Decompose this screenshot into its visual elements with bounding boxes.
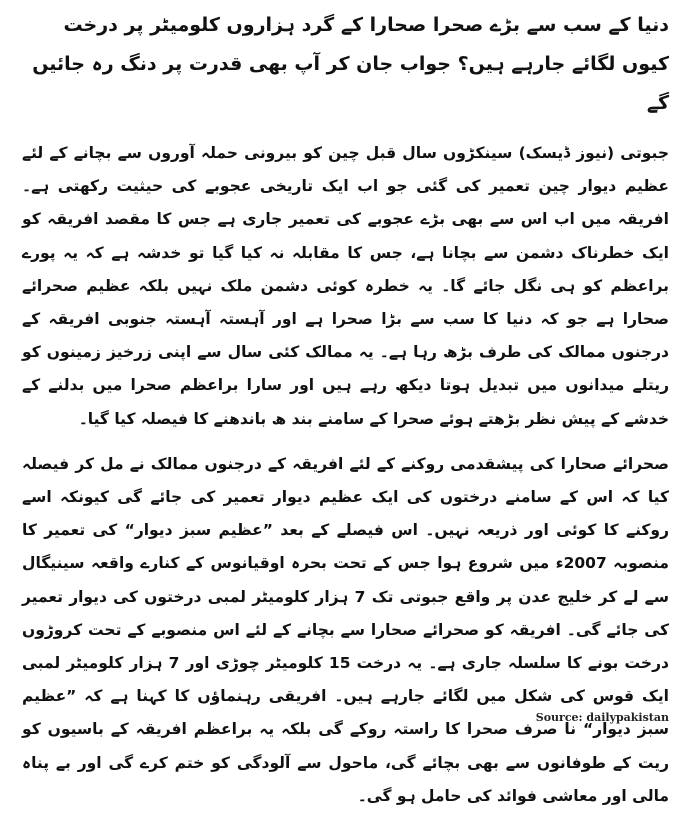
- article-paragraph-2: صحرائے صحارا کی پیشقدمی روکنے کے لئے افریقہ کے درجنوں ممالک نے مل کر فیصلہ کیا کہ اس کے سامنے درختوں کی ایک عظیم دیوار تعمیر کی جائے گی کیونکہ اسے روکنے کا کوئی اور ذریعہ نہیں۔ اس فیصلے کے بعد ”عظیم سبز دیوار“ کی تعمیر کا منصوبہ 2007ء میں شروع ہوا جس کے تحت بحرہ اوقیانوس کے کنارے واقعہ سینیگال سے لے کر خلیج عدن پر واقع جبوتی تک 7 ہزار کلومیٹر لمبی درختوں کی دیوار تعمیر کی جائے گی۔ افریقہ کو صحرائے صحارا سے بچانے کے لئے اس منصوبے کے تحت کروڑوں درخت بونے کا سلسلہ جاری ہے۔ یہ درخت 15 کلومیٹر چوڑی اور 7 ہزار کلومیٹر لمبی ایک قوس کی شکل میں لگائے جارہے ہیں۔ افریقی رہنماؤں کا کہنا ہے کہ ”عظیم سبز دیوار“ نا صرف صحرا کا راستہ روکے گی بلکہ یہ براعظم افریقہ کے باسیوں کو ریت کے طوفانوں سے بھی بچائے گی، ماحول سے آلودگی کو ختم کرے گی اور بے پناہ مالی اور معاشی فوائد کی حامل ہو گی۔: [22, 454, 670, 805]
- article: [22, 6, 670, 805]
- article-paragraph-1: جبوتی (نیوز ڈیسک) سینکڑوں سال قبل چین کو بیرونی حملہ آوروں سے بچانے کے لئے عظیم دیوار چین تعمیر کی گئی جو اب ایک تاریخی عجوبے کی حیثیت رکھتی ہے۔ افریقہ میں اب اس سے بھی بڑے عجوبے کی تعمیر جاری ہے جس کا مقصد افریقہ کو ایک خطرناک دشمن سے بچانا ہے، جس کا مقابلہ نہ کیا گیا تو خدشہ ہے کہ یہ پورے براعظم کو ہی نگل جائے گا۔ یہ خطرہ کوئی دشمن ملک نہیں بلکہ عظیم صحرائے صحارا ہے جو کہ دنیا کا سب سے بڑا صحرا ہے اور آہستہ آہستہ جنوبی افریقہ کے درجنوں ممالک کی طرف بڑھ رہا ہے۔ یہ ممالک کئی سال سے اپنی زرخیز زمینوں کو ریتلے میدانوں میں تبدیل ہوتا دیکھ رہے ہیں اور سارا براعظم صحرا میں بدلنے کے خدشے کے پیش نظر بڑھتے ہوئے صحرا کے سامنے بند ھ باندھنے کا فیصلہ کیا گیا۔: [22, 144, 669, 428]
- article-headline: دنیا کے سب سے بڑے صحرا صحارا کے گرد ہزاروں کلومیٹر پر درخت کیوں لگائے جارہے ہیں؟ جواب جان کر آپ بھی قدرت پر دنگ رہ جائیں گے: [32, 14, 669, 114]
- source-credit: Source: dailypakistan: [535, 711, 669, 724]
